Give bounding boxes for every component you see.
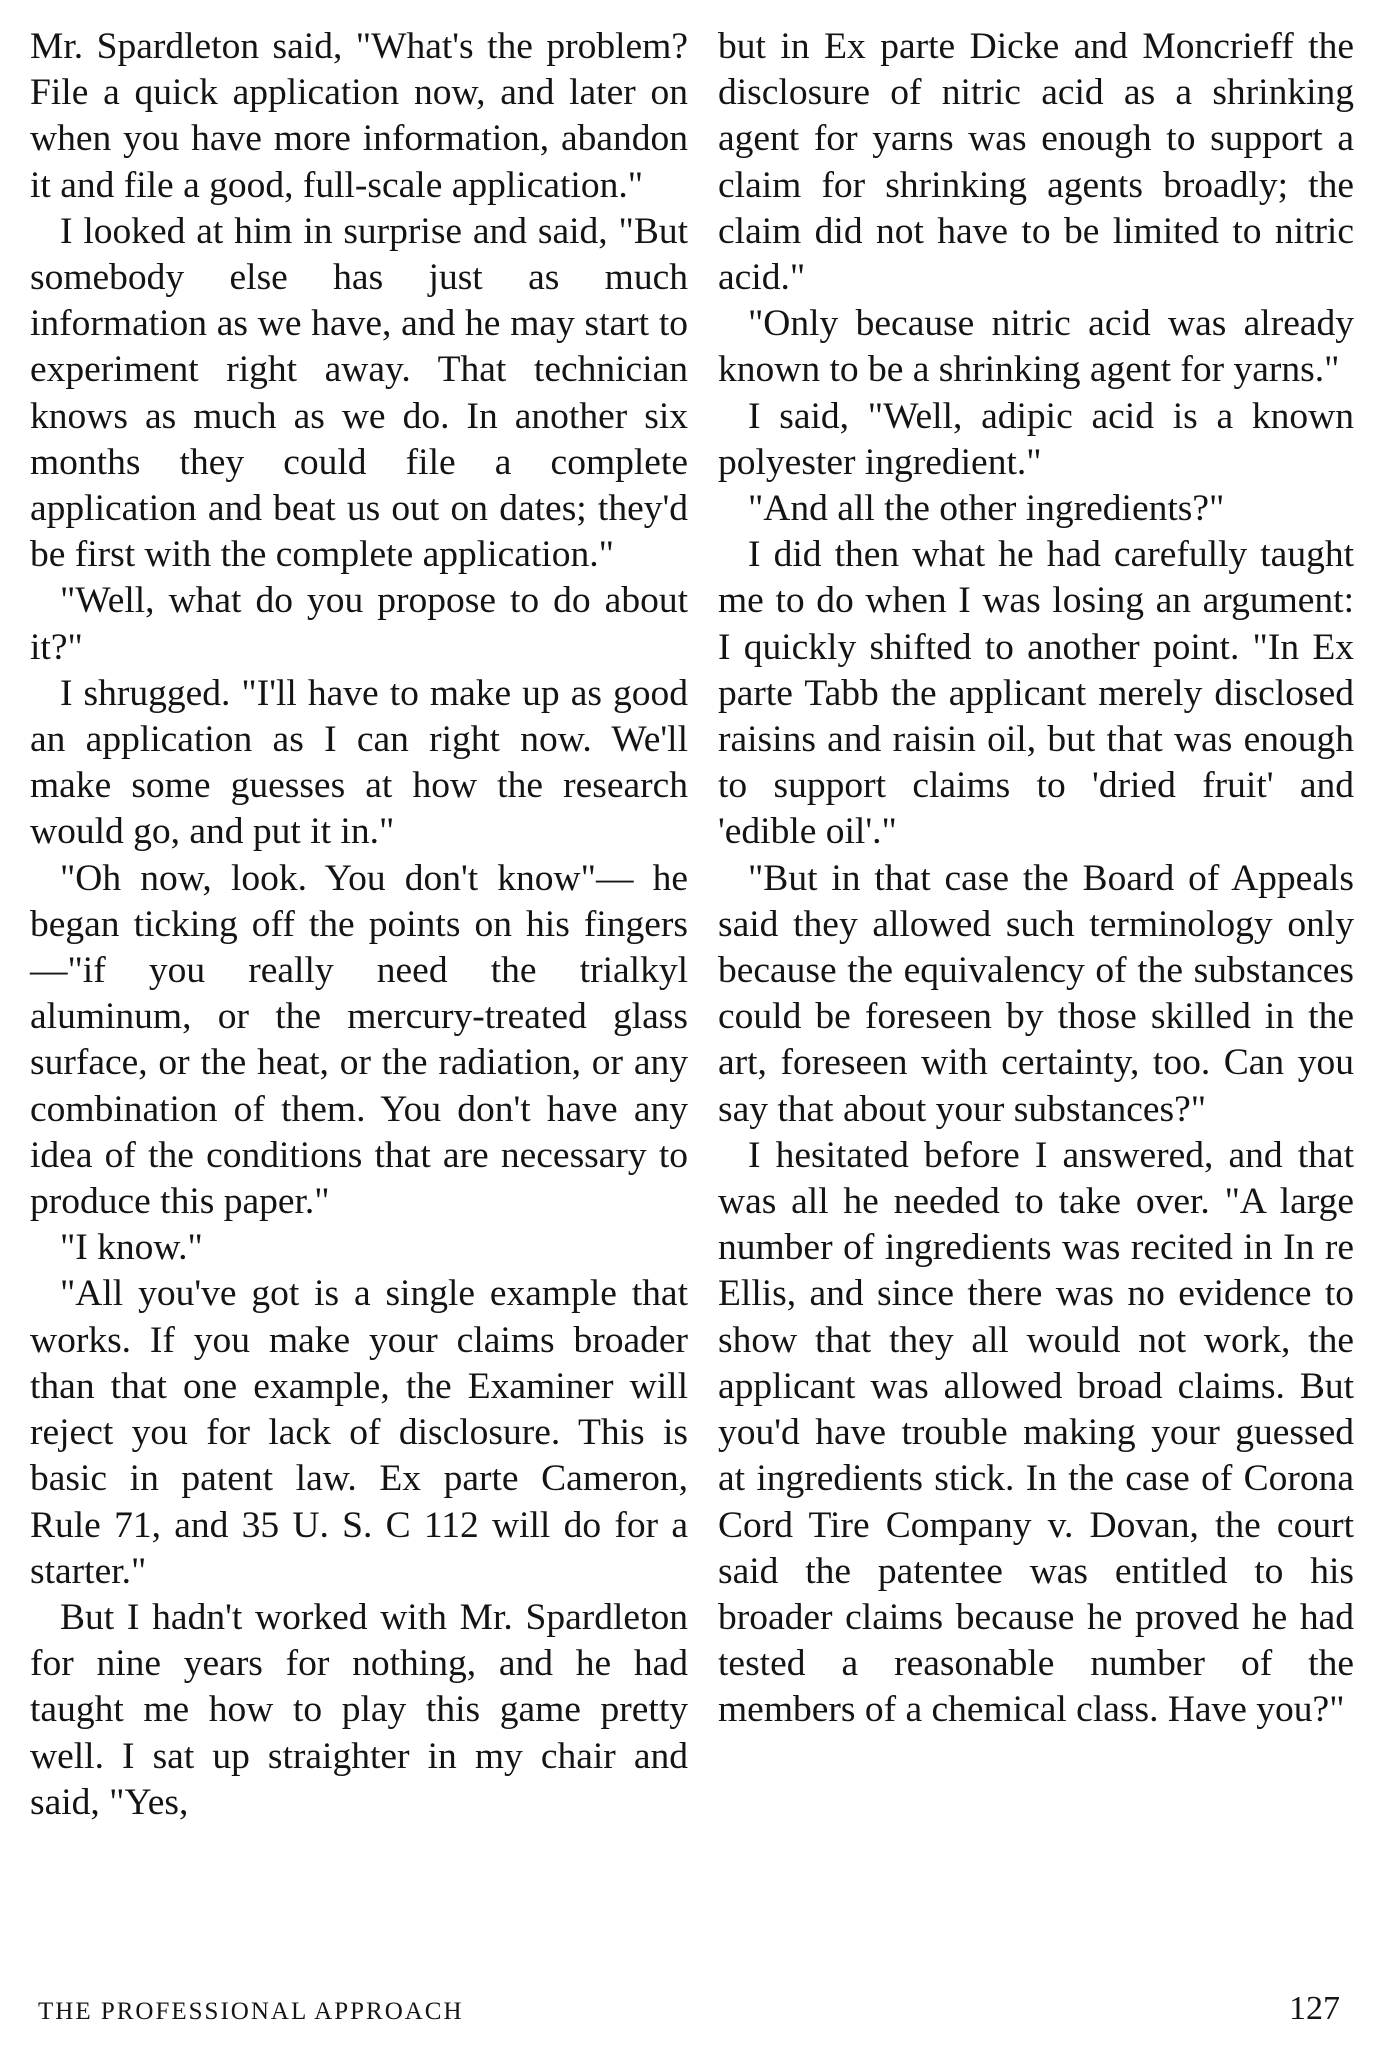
paragraph: "Oh now, look. You don't know"— he began ticking off the points on his fingers—"if you really need the trialkyl aluminum, or the mercury-treated glass surface, or the heat, or the radiation, or any combination of them. You don't have any idea of the conditions that are necessary to produce this paper.": [30, 857, 688, 1223]
page-number: 127: [1289, 1990, 1340, 2027]
paragraph: I said, "Well, adipic acid is a known polyester ingredient.": [718, 395, 1354, 483]
paragraph: I looked at him in surprise and said, "But somebody else has just as much information as we have, and he may start to experiment right away. That technician knows as much as we do. In another six months they could file a complete application and beat us out on dates; they'd be first with the complete application.": [30, 210, 688, 576]
paragraph: I did then what he had carefully taught me to do when I was losing an argument: I quickly shifted to another point. "In Ex parte Tabb the applicant merely disclosed raisins and raisin oil, but that was enough to support claims to 'dried fruit' and 'edible oil'.": [718, 534, 1354, 853]
paragraph: but in Ex parte Dicke and Moncrieff the disclosure of nitric acid as a shrinking agent for yarns was enough to support a claim for shrinking agents broadly; the claim did not have to be limited to nitric acid.": [718, 26, 1354, 299]
page-footer: [38, 1990, 1340, 2030]
paragraph: But I hadn't worked with Mr. Spardleton for nine years for nothing, and he had taught me how to play this game pretty well. I sat up straighter in my chair and said, "Yes,: [30, 1596, 688, 1823]
paragraph: "I know.": [60, 1227, 203, 1269]
paragraph: Mr. Spardleton said, "What's the problem? File a quick application now, and later on when you have more information, abandon it and file a good, full-scale application.": [30, 26, 688, 206]
paragraph: "And all the other ingredients?": [748, 488, 1225, 530]
running-title: THE PROFESSIONAL APPROACH: [38, 1998, 464, 2025]
paragraph: I shrugged. "I'll have to make up as good an application as I can right now. We'll make some guesses at how the research would go, and put it in.": [30, 672, 688, 853]
paragraph: I hesitated before I answered, and that was all he needed to take over. "A large number of ingredients was recited in In re Ellis, and since there was no evidence to show that they all would not work, the applicant was allowed broad claims. But you'd have trouble making your guessed at ingredients stick. In the case of Corona Cord Tire Company v. Dovan, the court said the patentee was entitled to his broader claims because he proved he had tested a reasonable number of the members of a chemical class. Have you?": [718, 1134, 1354, 1731]
paragraph: "Well, what do you propose to do about it?": [30, 580, 688, 668]
paragraph: "But in that case the Board of Appeals said they allowed such terminology only because the equivalency of the substances could be foreseen by those skilled in the art, foreseen with certainty, too. Can you say that about your substances?": [718, 857, 1354, 1130]
right-column: [718, 24, 1354, 1734]
left-column: [30, 24, 688, 1826]
paragraph: "Only because nitric acid was already known to be a shrinking agent for yarns.": [718, 303, 1354, 391]
paragraph: "All you've got is a single example that works. If you make your claims broader than that one example, the Examiner will reject you for lack of disclosure. This is basic in patent law. Ex parte Cameron, Rule 71, and 35 U. S. C 112 will do for a starter.": [30, 1273, 688, 1592]
